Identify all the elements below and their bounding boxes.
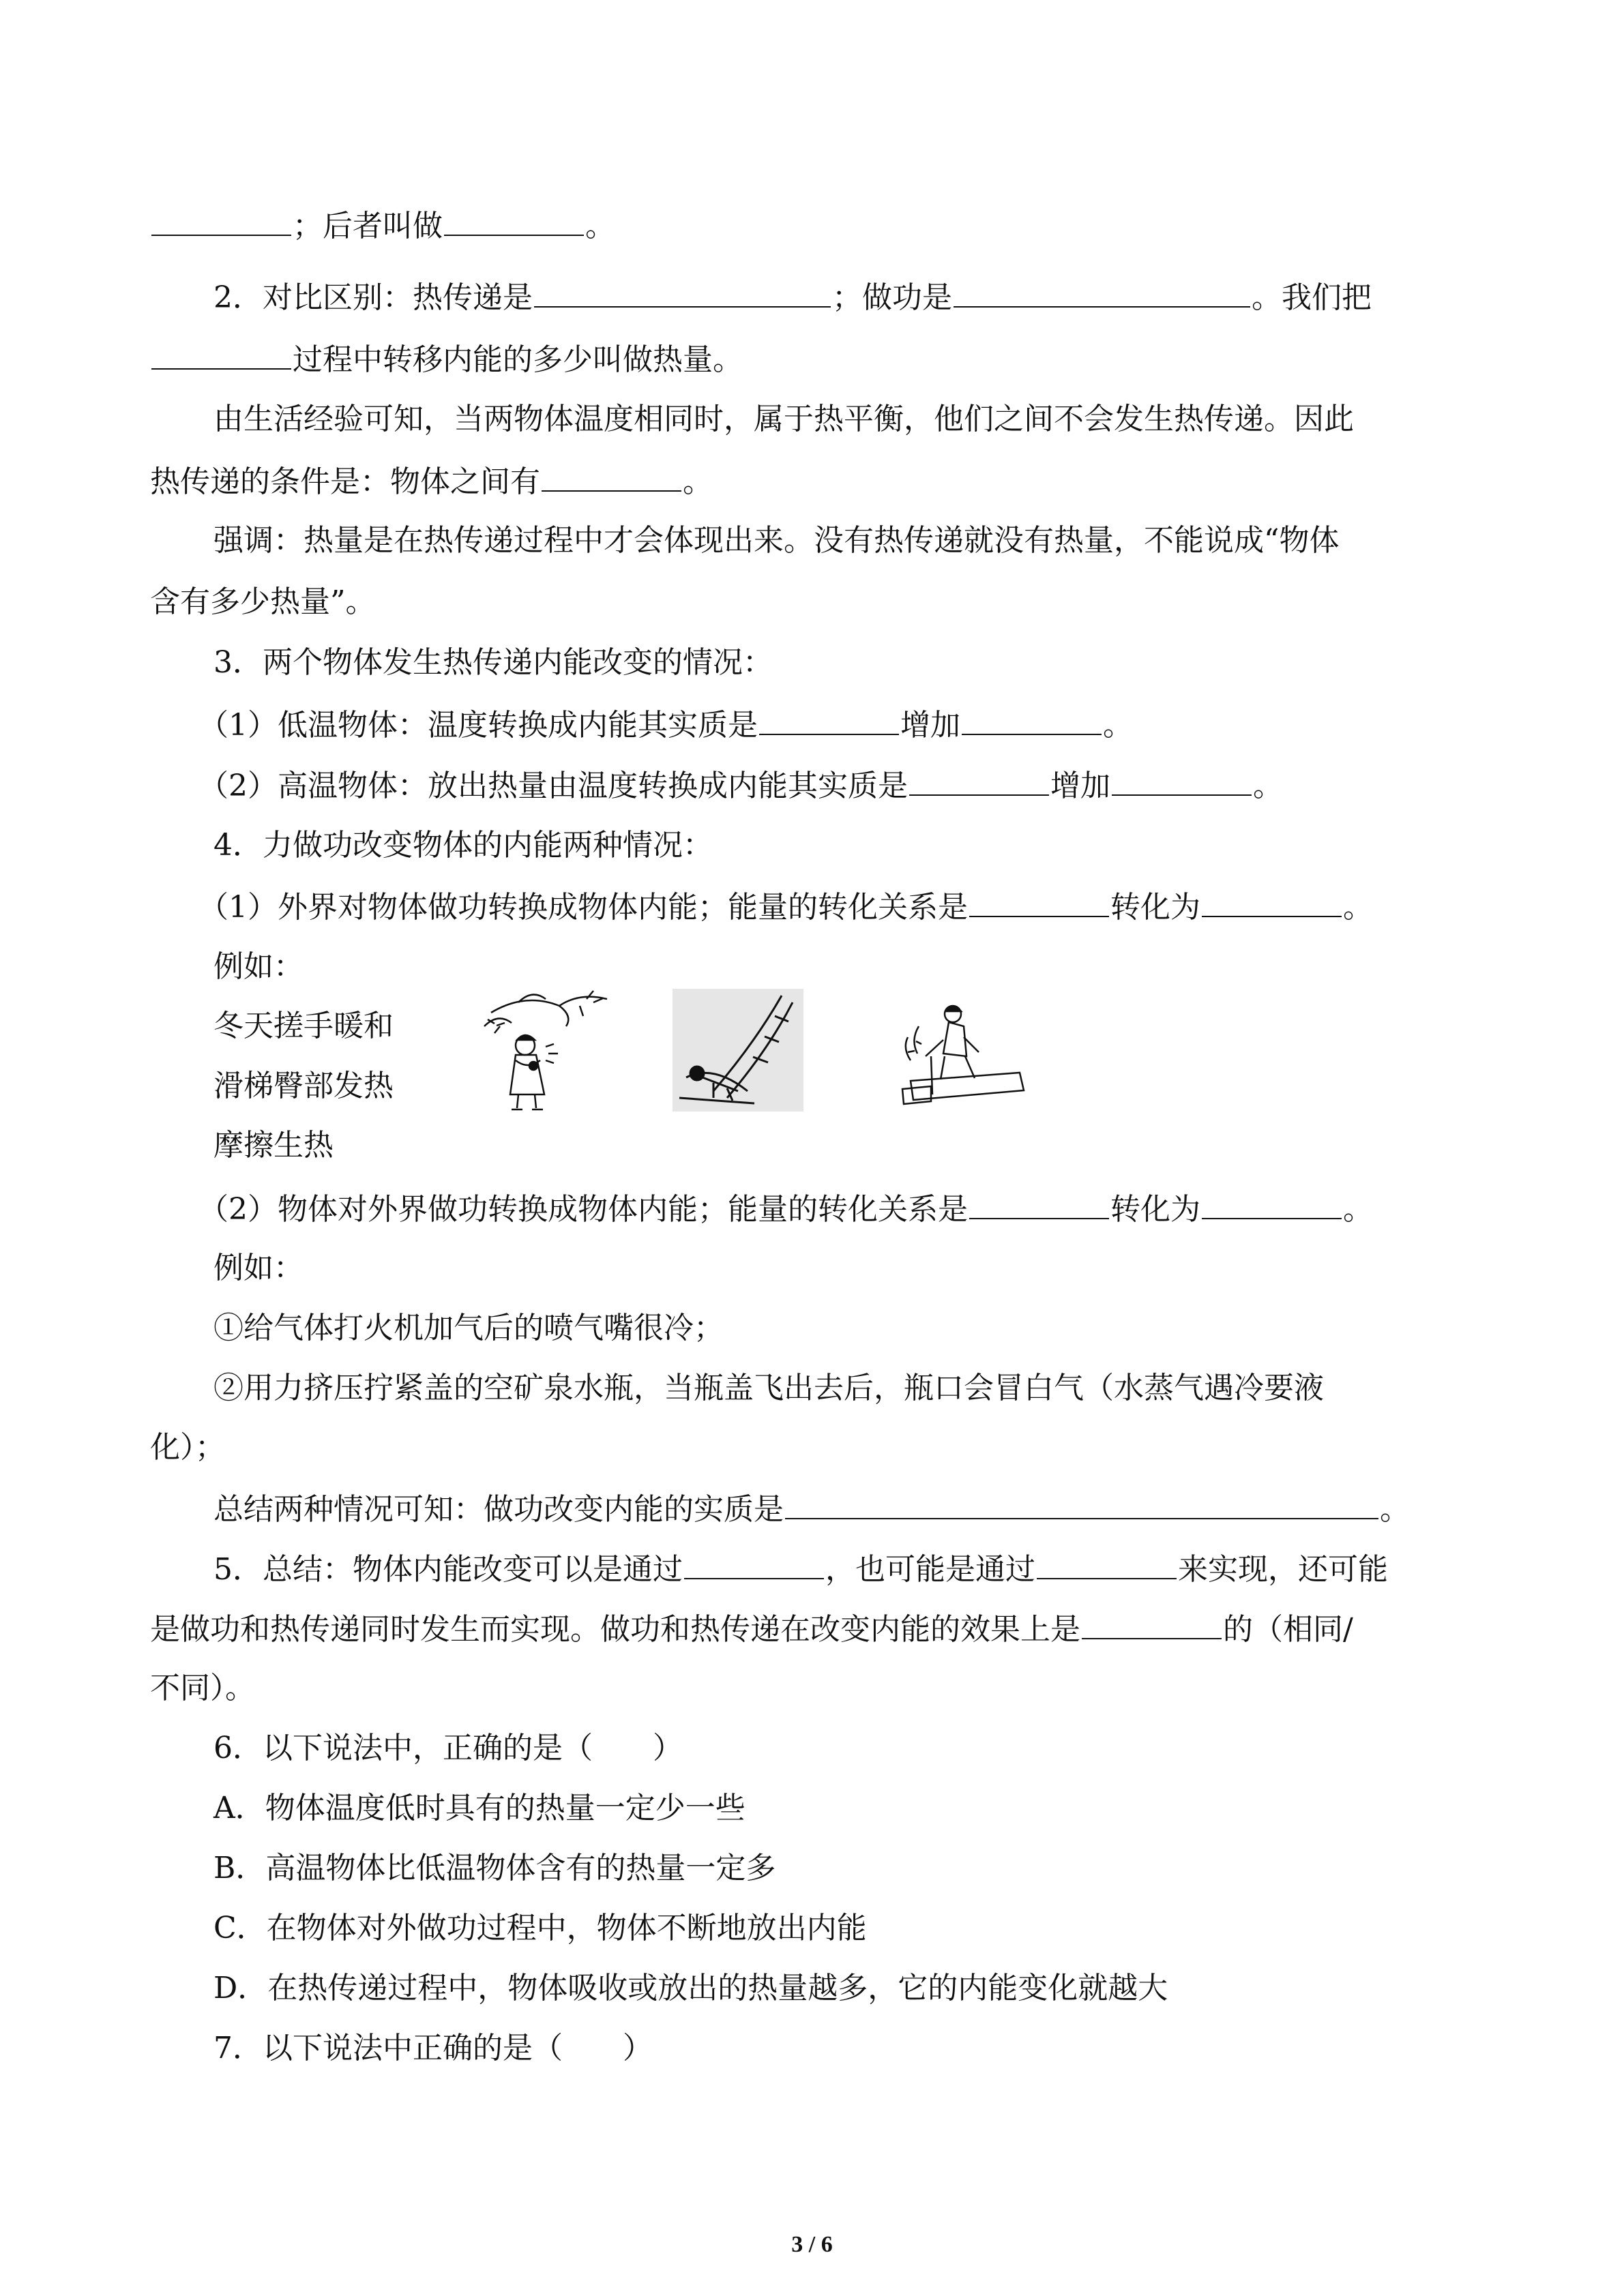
text-line: 冬天搓手暖和 <box>213 1009 394 1043</box>
text-line: 5．总结：物体内能改变可以是通过 ，也可能是通过 来实现，还可能 <box>213 1548 1388 1589</box>
text-line: 例如： <box>213 949 304 984</box>
fill-blank[interactable] <box>684 1548 824 1579</box>
text-line: 是做功和热传递同时发生而实现。做功和热传递在改变内能的效果上是 的（相同/ <box>150 1608 1353 1649</box>
fill-blank[interactable] <box>534 276 831 308</box>
text-line: （1）外界对物体做功转换成物体内能；能量的转化关系是 转化为 。 <box>198 886 1373 927</box>
option-b[interactable]: B．高温物体比低温物体含有的热量一定多 <box>213 1851 776 1885</box>
text-line: ②用力挤压拧紧盖的空矿泉水瓶，当瓶盖飞出去后，瓶口会冒白气（水蒸气遇冷要液 <box>213 1371 1324 1405</box>
text-line: ；后者叫做 。 <box>150 205 615 245</box>
text-line: 热传递的条件是：物体之间有 。 <box>150 460 713 501</box>
fill-blank[interactable] <box>1202 1188 1342 1219</box>
fill-blank[interactable] <box>151 205 291 236</box>
fill-blank[interactable] <box>954 276 1250 308</box>
text-line: 不同）。 <box>150 1671 255 1705</box>
fill-blank[interactable] <box>151 338 291 370</box>
fill-blank[interactable] <box>969 886 1109 917</box>
option-c[interactable]: C．在物体对外做功过程中，物体不断地放出内能 <box>213 1911 867 1945</box>
text-line: 总结两种情况可知：做功改变内能的实质是 。 <box>213 1488 1410 1529</box>
text-line: 摩擦生热 <box>213 1128 334 1163</box>
text-line: 滑梯臀部发热 <box>213 1069 394 1103</box>
fill-blank[interactable] <box>1202 886 1342 917</box>
question-7-stem: 7．以下说法中正确的是（ ） <box>213 2031 653 2066</box>
question-6-stem: 6．以下说法中，正确的是（ ） <box>213 1731 683 1765</box>
friction-fire-illustration <box>890 999 1027 1115</box>
fill-blank[interactable] <box>785 1488 1378 1519</box>
fill-blank[interactable] <box>962 704 1102 735</box>
text-line: 强调：热量是在热传递过程中才会体现出来。没有热传递就没有热量，不能说成“物体 <box>213 523 1340 558</box>
text-line: 3．两个物体发生热传递内能改变的情况： <box>213 645 773 680</box>
text-line: （2）高温物体：放出热量由温度转换成内能其实质是 增加 。 <box>198 764 1283 805</box>
text-line: （2）物体对外界做功转换成物体内能；能量的转化关系是 转化为 。 <box>198 1188 1373 1229</box>
option-d[interactable]: D．在热传递过程中，物体吸收或放出的热量越多，它的内能变化就越大 <box>213 1971 1168 2006</box>
text-line: ①给气体打火机加气后的喷气嘴很冷； <box>213 1311 724 1345</box>
text-line: 4．力做功改变物体的内能两种情况： <box>213 828 713 863</box>
fill-blank[interactable] <box>1082 1608 1222 1639</box>
fill-blank[interactable] <box>1112 764 1252 796</box>
text-line: 化）； <box>150 1430 225 1465</box>
text-line: （1）低温物体：温度转换成内能其实质是 增加 。 <box>198 704 1133 745</box>
fill-blank[interactable] <box>969 1188 1109 1219</box>
text-line: 过程中转移内能的多少叫做热量。 <box>150 338 743 379</box>
rubbing-hands-illustration <box>477 985 614 1115</box>
fill-blank[interactable] <box>542 460 681 492</box>
fill-blank[interactable] <box>759 704 899 735</box>
text-line: 例如： <box>213 1251 304 1285</box>
text-line: 2．对比区别：热传递是 ；做功是 。我们把 <box>213 276 1372 317</box>
text-line: 含有多少热量”。 <box>150 584 376 619</box>
page-number: 3 / 6 <box>791 2232 833 2257</box>
slide-illustration <box>673 989 803 1112</box>
text-line: 由生活经验可知，当两物体温度相同时，属于热平衡，他们之间不会发生热传递。因此 <box>213 402 1354 436</box>
fill-blank[interactable] <box>444 205 584 236</box>
fill-blank[interactable] <box>909 764 1049 796</box>
option-a[interactable]: A．物体温度低时具有的热量一定少一些 <box>213 1791 745 1825</box>
fill-blank[interactable] <box>1037 1548 1177 1579</box>
